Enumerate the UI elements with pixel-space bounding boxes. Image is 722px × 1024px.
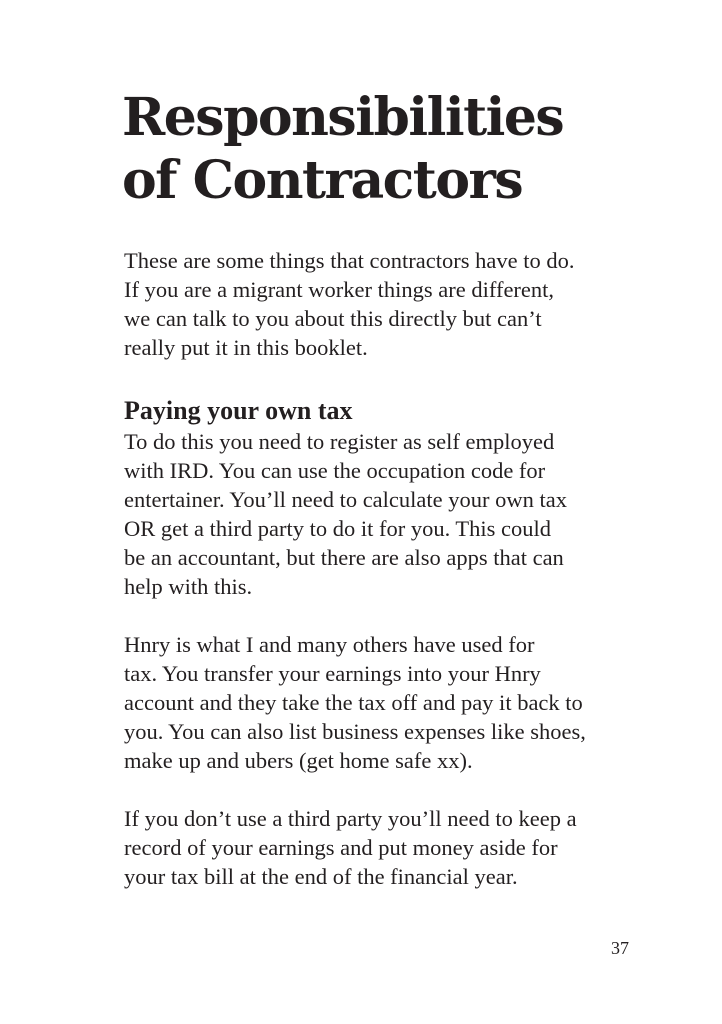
text-line: help with this. [124, 574, 253, 599]
text-line: your tax bill at the end of the financial year. [124, 864, 518, 889]
text-line: with IRD. You can use the occupation code for [124, 458, 546, 483]
text-line: These are some things that contractors have to do. [124, 248, 575, 273]
tax-registration-paragraph [124, 427, 567, 601]
text-line: be an accountant, but there are also apps that can [124, 545, 564, 570]
text-line: If you are a migrant worker things are different, [124, 277, 555, 302]
page-title [122, 86, 682, 212]
text-line: you. You can also list business expenses like shoes, [124, 719, 586, 744]
intro-paragraph [124, 246, 574, 362]
section-heading: Paying your own tax [124, 396, 353, 425]
text-line: If you don’t use a third party you’ll need to keep a [124, 806, 577, 831]
text-line: OR get a third party to do it for you. This could [124, 516, 552, 541]
text-line: record of your earnings and put money aside for [124, 835, 558, 860]
text-line: account and they take the tax off and pay it back to [124, 690, 583, 715]
text-line: tax. You transfer your earnings into your Hnry [124, 661, 541, 686]
text-line: make up and ubers (get home safe xx). [124, 748, 473, 773]
record-keeping-paragraph [124, 804, 577, 891]
page-number: 37 [611, 938, 629, 958]
text-line: we can talk to you about this directly but can’t [124, 306, 542, 331]
text-line: really put it in this booklet. [124, 335, 368, 360]
text-line: entertainer. You’ll need to calculate your own tax [124, 487, 567, 512]
title-line: of Contractors [122, 150, 523, 211]
text-line: To do this you need to register as self employed [124, 429, 555, 454]
title-line: Responsibilities [122, 87, 564, 148]
text-line: Hnry is what I and many others have used for [124, 632, 535, 657]
hnry-paragraph [124, 630, 586, 775]
